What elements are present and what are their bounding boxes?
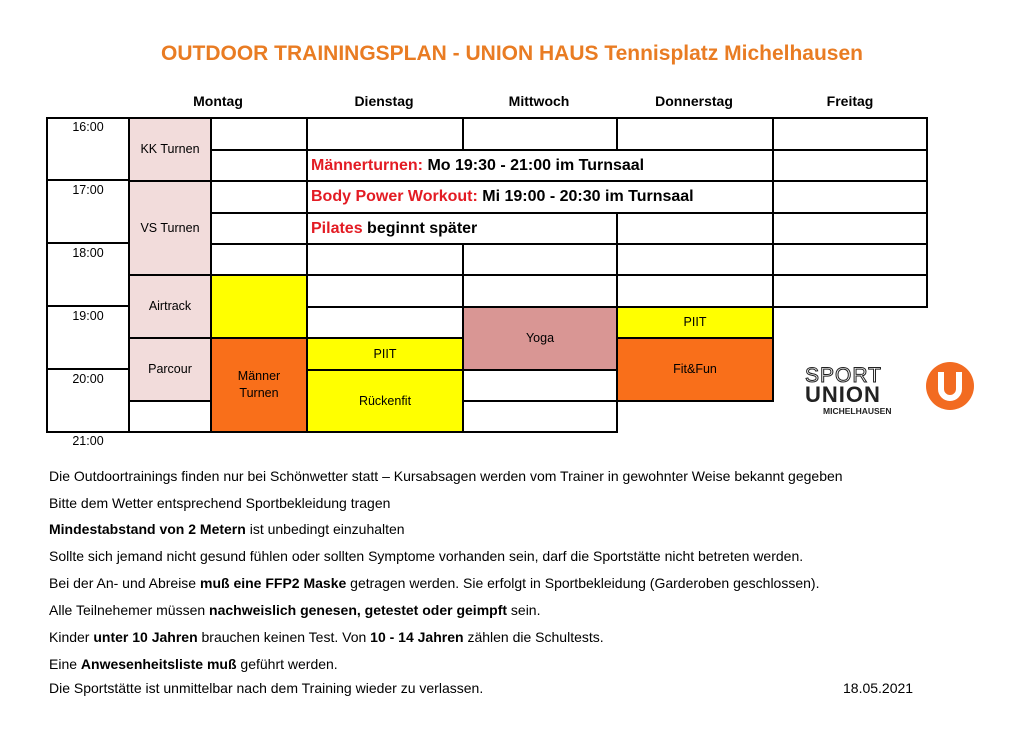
time-label-2000: 20:00 — [72, 372, 104, 386]
class-label: Yoga — [525, 331, 555, 346]
footer-line-4: Sollte sich jemand nicht gesund fühlen oder sollten Symptome vorhanden sein, darf die Sportstätte nicht betreten werden. — [49, 548, 804, 564]
logo-sport-text: SPORT — [805, 364, 882, 387]
class-cell-kk-turnen — [128, 117, 212, 182]
class-label: PIIT — [373, 346, 397, 361]
empty-cell — [772, 180, 928, 214]
class-cell-airtrack — [128, 274, 212, 339]
time-label-1700: 17:00 — [72, 183, 104, 197]
empty-cell — [210, 149, 308, 182]
empty-cell — [772, 274, 928, 308]
empty-cell — [772, 117, 928, 151]
logo-graphic — [805, 362, 985, 422]
empty-cell — [772, 149, 928, 182]
empty-cell — [462, 274, 618, 308]
day-header-donnerstag: Donnerstag — [655, 93, 733, 109]
empty-cell — [306, 243, 464, 276]
empty-cell — [306, 306, 464, 339]
empty-cell — [772, 212, 928, 245]
time-line — [46, 179, 130, 181]
empty-cell — [210, 243, 308, 276]
footer-line-6: Alle Teilnehemer müssen nachweislich genesen, getestet oder geimpft sein. — [49, 602, 541, 618]
class-cell-maenner-turnen — [210, 337, 308, 433]
day-header-montag: Montag — [193, 93, 243, 109]
class-label: Parcour — [148, 362, 192, 377]
class-cell-piit-tuesday — [306, 337, 464, 371]
empty-cell — [128, 400, 212, 433]
footer-line-5: Bei der An- und Abreise muß eine FFP2 Maske getragen werden. Sie erfolgt in Sportbekleidung (Garderoben geschlossen). — [49, 575, 820, 591]
empty-cell — [210, 180, 308, 214]
day-header-freitag: Freitag — [826, 93, 874, 109]
empty-cell — [462, 117, 618, 151]
footer-line-3: Mindestabstand von 2 Metern ist unbedingt einzuhalten — [49, 521, 405, 537]
page-title: OUTDOOR TRAININGSPLAN - UNION HAUS Tennisplatz Michelhausen — [161, 42, 863, 65]
time-label-1800: 18:00 — [72, 246, 104, 260]
empty-cell — [462, 243, 618, 276]
empty-cell — [462, 400, 618, 433]
empty-cell — [306, 117, 464, 151]
day-header-mittwoch: Mittwoch — [508, 93, 570, 109]
empty-cell — [772, 243, 928, 276]
notice-maennerturnen: Männerturnen: Mo 19:30 - 21:00 im Turnsaal — [306, 149, 774, 182]
empty-cell — [616, 212, 774, 245]
footer-line-9: Die Sportstätte ist unmittelbar nach dem Training wieder zu verlassen. — [49, 680, 484, 696]
class-label: PIIT — [683, 315, 707, 330]
day-header-dienstag: Dienstag — [354, 93, 414, 109]
footer-line-7: Kinder unter 10 Jahren brauchen keinen Test. Von 10 - 14 Jahren zählen die Schultests. — [49, 629, 604, 645]
class-cell-yoga — [462, 306, 618, 371]
class-cell-piit-thursday — [616, 306, 774, 339]
class-label: Airtrack — [148, 299, 192, 314]
footer-line-2: Bitte dem Wetter entsprechend Sportbekleidung tragen — [49, 495, 391, 511]
class-label: KK Turnen — [140, 142, 200, 157]
class-label: Rückenfit — [358, 393, 412, 408]
class-cell-parcour — [128, 337, 212, 402]
empty-cell — [306, 274, 464, 308]
logo-circle-icon — [926, 362, 974, 410]
logo-place-text: MICHELHAUSEN — [823, 406, 892, 416]
sport-union-logo — [805, 362, 985, 422]
class-label: Fit&Fun — [673, 362, 717, 377]
empty-cell — [462, 369, 618, 402]
footer-line-1: Die Outdoortrainings finden nur bei Schönwetter statt – Kursabsagen werden vom Trainer in gewohnter Weise bekannt gegeben — [49, 468, 843, 484]
empty-cell — [616, 243, 774, 276]
time-line — [46, 368, 130, 370]
empty-cell — [210, 212, 308, 245]
empty-cell — [210, 117, 308, 151]
date-stamp: 18.05.2021 — [843, 680, 914, 696]
class-cell-fit-fun — [616, 337, 774, 402]
footer-line-8: Eine Anwesenheitsliste muß geführt werden. — [49, 656, 338, 672]
time-label-2100: 21:00 — [72, 434, 104, 448]
time-line — [46, 242, 130, 244]
notice-pilates: Pilates beginnt später — [306, 212, 618, 245]
time-line — [46, 305, 130, 307]
class-label: VS Turnen — [140, 220, 200, 235]
time-label-1900: 19:00 — [72, 309, 104, 323]
logo-union-text: UNION — [805, 382, 881, 407]
empty-cell — [616, 274, 774, 308]
class-label: Männer Turnen — [237, 369, 281, 400]
notice-body-power: Body Power Workout: Mi 19:00 - 20:30 im Turnsaal — [306, 180, 774, 214]
empty-cell — [616, 117, 774, 151]
yellow-block — [210, 274, 308, 339]
class-cell-vs-turnen — [128, 180, 212, 276]
class-cell-rueckenfit — [306, 369, 464, 433]
time-label-1600: 16:00 — [72, 120, 104, 134]
